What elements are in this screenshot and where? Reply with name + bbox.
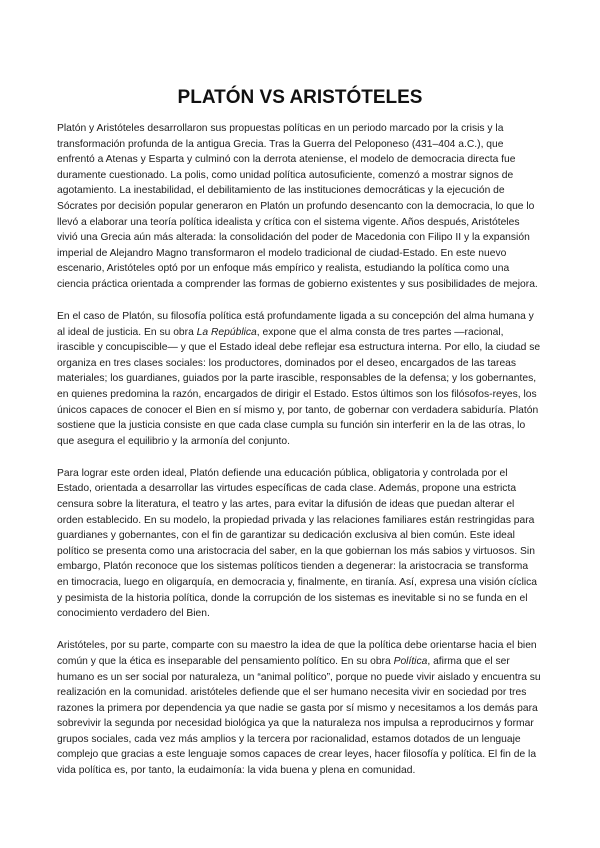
paragraph-text: Aristóteles, por su parte, comparte con su maestro la idea de que la política debe orientarse hacia el bien común y que la ética es inseparable del pensamiento político. En su obra — [57, 640, 537, 667]
document-title: PLATÓN VS ARISTÓTELES — [177, 87, 423, 108]
paragraph-context: Platón y Aristóteles desarrollaron sus propuestas políticas en un periodo marcado por la crisis y la transformación profunda de la antigua Grecia. Tras la Guerra del Peloponeso (431–404 a.C.), que enfrentó a Atenas y Esparta y culminó con la derrota ateniense, el modelo de democracia directa fue duramente cuestionado. La polis, como unidad política autosuficiente, comenzó a mostrar signos de agotamiento. La inestabilidad, el debilitamiento de las instituciones democráticas y la ejecución de Sócrates por decisión popular generaron en Platón un profundo desencanto con la democracia, lo que lo llevó a elaborar una teoría política idealista y crítica con el sistema vigente. Años después, Aristóteles vivió una Grecia aún más alterada: la consolidación del poder de Macedonia con Filipo II y la expansión imperial de Alejandro Magno transformaron el modelo tradicional de ciudad-Estado. En este nuevo escenario, Aristóteles optó por un enfoque más empírico y realista, estudiando la política como una ciencia práctica orientada a comprender las formas de gobierno existentes y sus posibilidades de mejora. — [57, 123, 538, 290]
paragraph-text: En el caso de Platón, su filosofía política está profundamente ligada a su concepción del alma humana y al ideal de justicia. En su obra — [57, 311, 534, 338]
book-title-politica: Política — [393, 655, 428, 667]
paragraph-text: , afirma que el ser humano es un ser social por naturaleza, un “animal político”, porque no puede vivir aislado y encuentra su realización en la comunidad. aristóteles defiende que el ser humano necesita vivir en sociedad por tres razones la primera por dependencia ya que nadie se gasta por sí mismo y necesitamos a los demás para sobrevivir la segunda por necesidad biológica ya que la naturaleza nos impulsa a reproducirnos y formar grupos sociales, cada vez más amplios y la tercera por racionalidad, estamos dotados de un lenguaje complejo que gracias a este lenguaje somos capaces de crear leyes, hacer filosofía y política. El fin de la vida política es, por tanto, la eudaimonía: la vida buena y plena en comunidad. — [57, 655, 541, 777]
document-body — [57, 121, 542, 795]
book-title-la-republica: La República — [196, 326, 257, 338]
paragraph-text: , expone que el alma consta de tres partes —racional, irascible y concupiscible— y que el Estado ideal debe reflejar esa estructura interna. Por ello, la ciudad se organiza en tres clases sociales: los productores, dominados por el deseo, encargados de las tareas materiales; los guardianes, guiados por la parte irascible, responsables de la defensa; y los gobernantes, en quienes predomina la razón, encargados de dirigir el Estado. Estos últimos son los filósofos-reyes, los únicos capaces de conocer el Bien en sí mismo y, por tanto, de gobernar con verdadera sabiduría. Platón sostiene que la justicia consiste en que cada clase cumpla su función sin interferir en la de las otras, lo que asegura el equilibrio y la armonía del conjunto. — [57, 326, 541, 447]
paragraph-aristoteles — [57, 638, 542, 778]
paragraph-platon-alma — [57, 309, 542, 449]
paragraph-platon-educacion: Para lograr este orden ideal, Platón defiende una educación pública, obligatoria y controlada por el Estado, orientada a desarrollar las virtudes específicas de cada clase. Además, propone una estricta censura sobre la literatura, el teatro y las artes, para evitar la difusión de ideas que puedan alterar el orden establecido. En su modelo, la propiedad privada y las relaciones familiares están restringidas para guardianes y gobernantes, con el fin de garantizar su dedicación exclusiva al bien común. Este ideal político se presenta como una aristocracia del saber, en la que gobiernan los más sabios y virtuosos. Sin embargo, Platón reconoce que los sistemas políticos tienden a degenerar: la aristocracia se transforma en timocracia, luego en oligarquía, en democracia y, finalmente, en tiranía. Así, expresa una visión cíclica y pesimista de la historia política, donde la corrupción de los sistemas es inevitable si no se funda en el conocimiento verdadero del Bien. — [57, 467, 538, 620]
